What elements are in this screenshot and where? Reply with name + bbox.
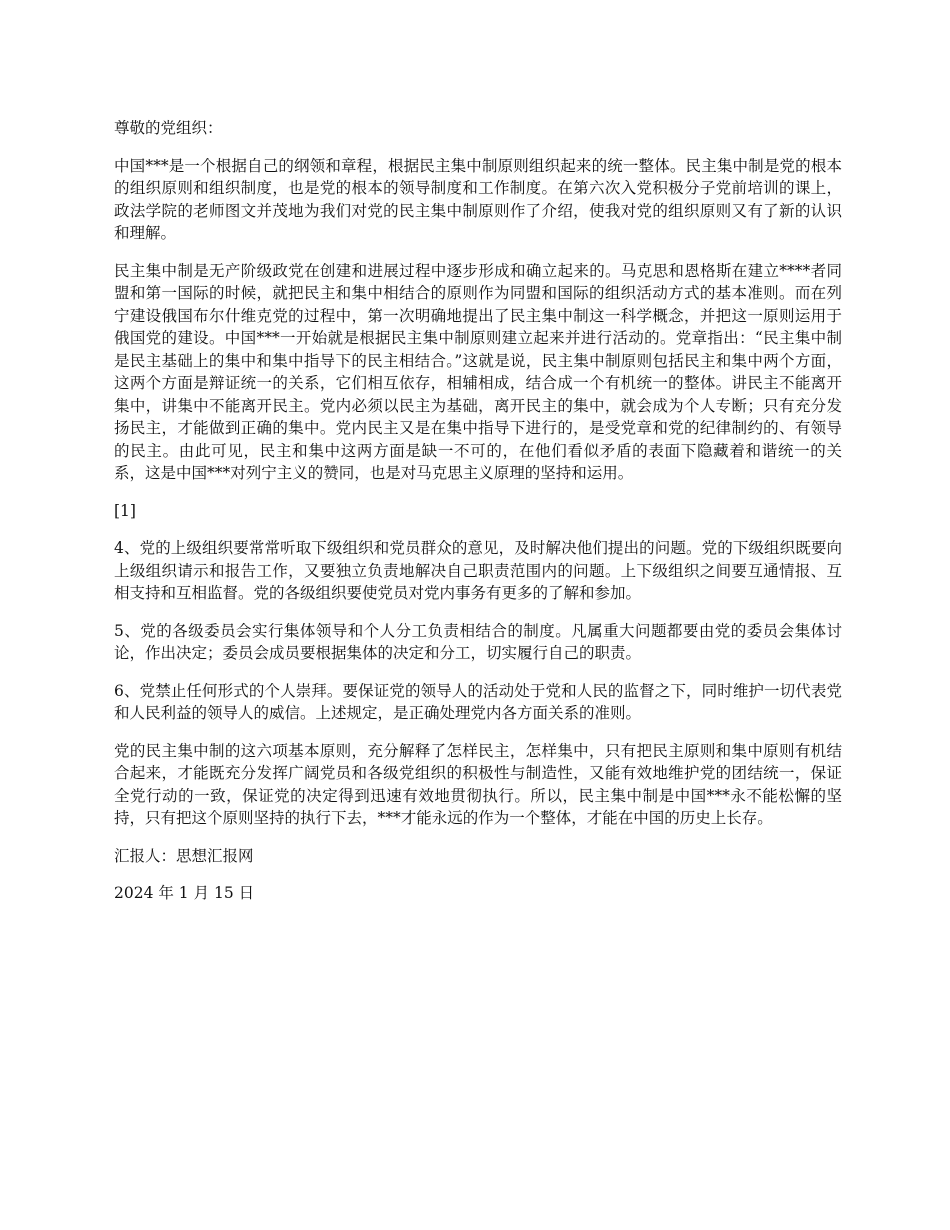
paragraph-principle-5: 5、党的各级委员会实行集体领导和个人分工负责相结合的制度。凡属重大问题都要由党的委员会集体讨论，作出决定；委员会成员要根据集体的决定和分工，切实履行自己的职责。 (114, 621, 842, 662)
paragraph-principle-6: 6、党禁止任何形式的个人崇拜。要保证党的领导人的活动处于党和人民的监督之下，同时维护一切代表党和人民利益的领导人的威信。上述规定，是正确处理党内各方面关系的准则。 (114, 681, 842, 722)
paragraph-principle-4: 4、党的上级组织要常常听取下级组织和党员群众的意见，及时解决他们提出的问题。党的下级组织既要向上级组织请示和报告工作，又要独立负责地解决自己职责范围内的问题。上下级组织之间要互通情报、互相支持和互相监督。党的各级组织要使党员对党内事务有更多的了解和参加。 (114, 539, 842, 602)
document-body (114, 117, 842, 920)
paragraph-conclusion: 党的民主集中制的这六项基本原则，充分解释了怎样民主，怎样集中，只有把民主原则和集中原则有机结合起来，才能既充分发挥广阔党员和各级党组织的积极性与制造性，又能有效地维护党的团结统一，保证全党行动的一致，保证党的决定得到迅速有效地贯彻执行。所以，民主集中制是中国***永不能松懈的坚持，只有把这个原则坚持的执行下去，***才能永远的作为一个整体，才能在中国的历史上长存。 (114, 741, 842, 827)
reporter-line: 汇报人：思想汇报网 (114, 846, 254, 865)
paragraph-intro: 中国***是一个根据自己的纲领和章程，根据民主集中制原则组织起来的统一整体。民主集中制是党的根本的组织原则和组织制度，也是党的根本的领导制度和工作制度。在第六次入党积极分子党前培训的课上，政法学院的老师图文并茂地为我们对党的民主集中制原则作了介绍，使我对党的组织原则又有了新的认识和理解。 (114, 156, 842, 242)
paragraph-history: 民主集中制是无产阶级政党在创建和进展过程中逐步形成和确立起来的。马克思和恩格斯在建立****者同盟和第一国际的时候，就把民主和集中相结合的原则作为同盟和国际的组织活动方式的基本准则。而在列宁建设俄国布尔什维克党的过程中，第一次明确地提出了民主集中制这一科学概念，并把这一原则运用于俄国党的建设。中国***一开始就是根据民主集中制原则建立起来并进行活动的。党章指出：“民主集中制是民主基础上的集中和集中指导下的民主相结合。”这就是说，民主集中制原则包括民主和集中两个方面，这两个方面是辩证统一的关系，它们相互依存，相辅相成，结合成一个有机统一的整体。讲民主不能离开集中，讲集中不能离开民主。党内必须以民主为基础，离开民主的集中，就会成为个人专断；只有充分发扬民主，才能做到正确的集中。党内民主又是在集中指导下进行的，是受党章和党的纪律制约的、有领导的民主。由此可见，民主和集中这两方面是缺一不可的，在他们看似矛盾的表面下隐藏着和谐统一的关系，这是中国***对列宁主义的赞同，也是对马克思主义原理的坚持和运用。 (114, 261, 842, 482)
date-line: 2024 年 1 月 15 日 (114, 884, 255, 902)
salutation: 尊敬的党组织： (114, 119, 223, 137)
footnote-marker: [1] (114, 501, 136, 520)
